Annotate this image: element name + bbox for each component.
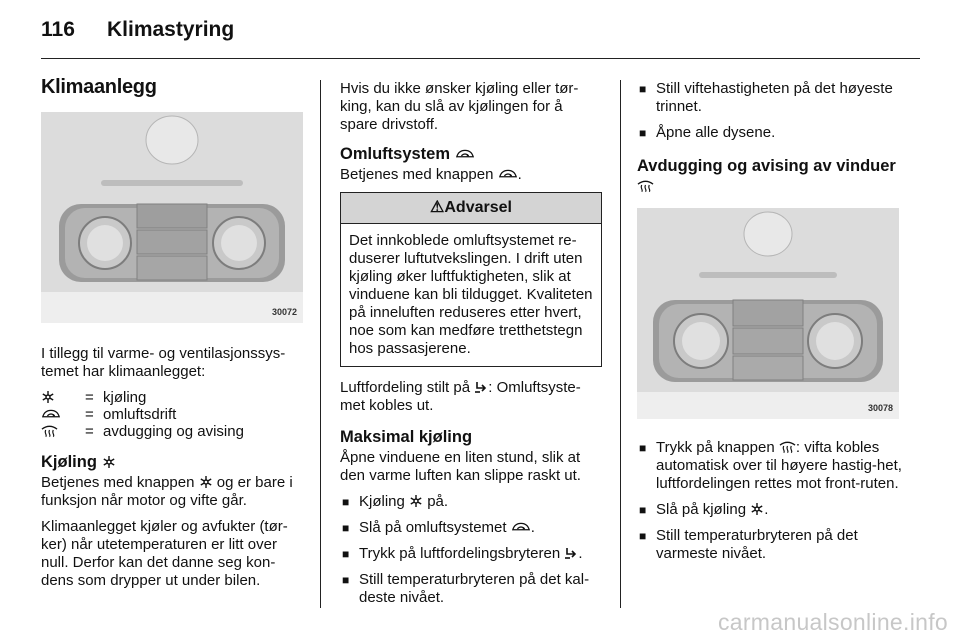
climate-panel-illustration xyxy=(637,208,899,419)
column-2 xyxy=(340,80,602,615)
list-item: ■ Slå på omluftsystemet . xyxy=(340,519,602,537)
warning-text: Det innkoblede omluftsystemet re-duserer luftutvekslingen. I drift uten kjøling øker luftfuktigheten, slik at vinduene kan bli tildugget. Kvaliteten på inneluften reduseres etter hvert, noe som kan medføre tretthetstegn hos passasjerene. xyxy=(349,232,593,357)
recirculation-heading: Omluftsystem xyxy=(340,144,602,164)
recirculation-icon xyxy=(511,520,531,534)
defrost-icon xyxy=(779,440,796,454)
watermark: carmanualsonline.info xyxy=(717,609,948,635)
column-divider-2 xyxy=(620,80,621,608)
section-title-climate: Klimaanlegg xyxy=(41,76,157,98)
recirculation-text: Betjenes med knappen . xyxy=(340,166,522,183)
page-header xyxy=(41,18,234,42)
snowflake-icon xyxy=(750,502,764,516)
list-item: ■ Still temperaturbryteren på det varmeste nivået. xyxy=(637,527,903,563)
intro-text: I tillegg til varme- og ventilasjonssys-temet har klimaanlegget: xyxy=(41,345,286,380)
cooling-paragraph-2: Klimaanlegget kjøler og avfukter (tør-ker) når utetemperaturen er litt over null. Derfor kan det danne seg kon-dens som drypper ut under bilen. xyxy=(41,518,288,589)
list-item: ■ Kjøling på. xyxy=(340,493,602,511)
defog-heading: Avdugging og avising av vinduer xyxy=(637,156,903,196)
top-list xyxy=(637,80,903,142)
image-code: 30072 xyxy=(271,307,297,317)
air-distribution-icon xyxy=(564,546,578,560)
warning-icon: ⚠ xyxy=(430,199,445,216)
chapter-title: Klimastyring xyxy=(107,18,235,41)
warning-header: ⚠Advarsel xyxy=(341,193,601,224)
header-rule xyxy=(41,58,920,59)
climate-panel-illustration xyxy=(41,112,303,323)
snowflake-icon xyxy=(41,390,55,404)
list-item: ■ Still viftehastigheten på det høyeste trinnet. xyxy=(637,80,903,116)
list-item: ■ Trykk på luftfordelingsbryteren . xyxy=(340,545,602,563)
definition-list xyxy=(41,389,303,440)
definition-row: = omluftsdrift xyxy=(41,406,303,423)
definition-row: = avdugging og avising xyxy=(41,423,303,440)
max-cooling-text: Åpne vinduene en liten stund, slik at den varme luften kan slippe raskt ut. xyxy=(340,449,581,484)
climate-panel-image-1 xyxy=(41,112,303,323)
column-1 xyxy=(41,74,303,598)
image-code: 30078 xyxy=(867,403,893,413)
list-item: ■ Åpne alle dysene. xyxy=(637,124,903,142)
cooling-heading: Kjøling xyxy=(41,452,303,472)
max-cooling-heading: Maksimal kjøling xyxy=(340,428,473,446)
column-divider-1 xyxy=(320,80,321,608)
definition-row: = kjøling xyxy=(41,389,303,406)
snowflake-icon xyxy=(199,475,213,489)
recirculation-icon xyxy=(498,167,518,181)
warning-box xyxy=(340,192,602,367)
page-number: 116 xyxy=(41,18,75,41)
defog-list xyxy=(637,439,903,563)
list-item: ■ Slå på kjøling . xyxy=(637,501,903,519)
defrost-icon xyxy=(41,424,58,438)
cooling-paragraph-1: Betjenes med knappen og er bare i funksjon når motor og vifte går. xyxy=(41,474,293,509)
list-item: ■ Still temperaturbryteren på det kal-deste nivået. xyxy=(340,571,602,607)
max-cooling-list xyxy=(340,493,602,607)
cooling-off-text: Hvis du ikke ønsker kjøling eller tør-king, kan du slå av kjølingen for å spare drivstoff. xyxy=(340,80,579,133)
column-3 xyxy=(637,80,903,571)
recirculation-icon xyxy=(41,407,61,421)
climate-panel-image-2 xyxy=(637,208,899,419)
defrost-icon xyxy=(637,179,654,193)
air-distribution-text: Luftfordeling stilt på : Omluftsyste-met kobles ut. xyxy=(340,379,581,414)
snowflake-icon xyxy=(409,494,423,508)
air-distribution-icon xyxy=(474,380,488,394)
recirculation-icon xyxy=(455,147,475,161)
list-item: ■ Trykk på knappen : vifta kobles automatisk over til høyere hastig-het, luftfordelingen rettes mot front-ruten. xyxy=(637,439,903,493)
snowflake-icon xyxy=(102,455,116,469)
